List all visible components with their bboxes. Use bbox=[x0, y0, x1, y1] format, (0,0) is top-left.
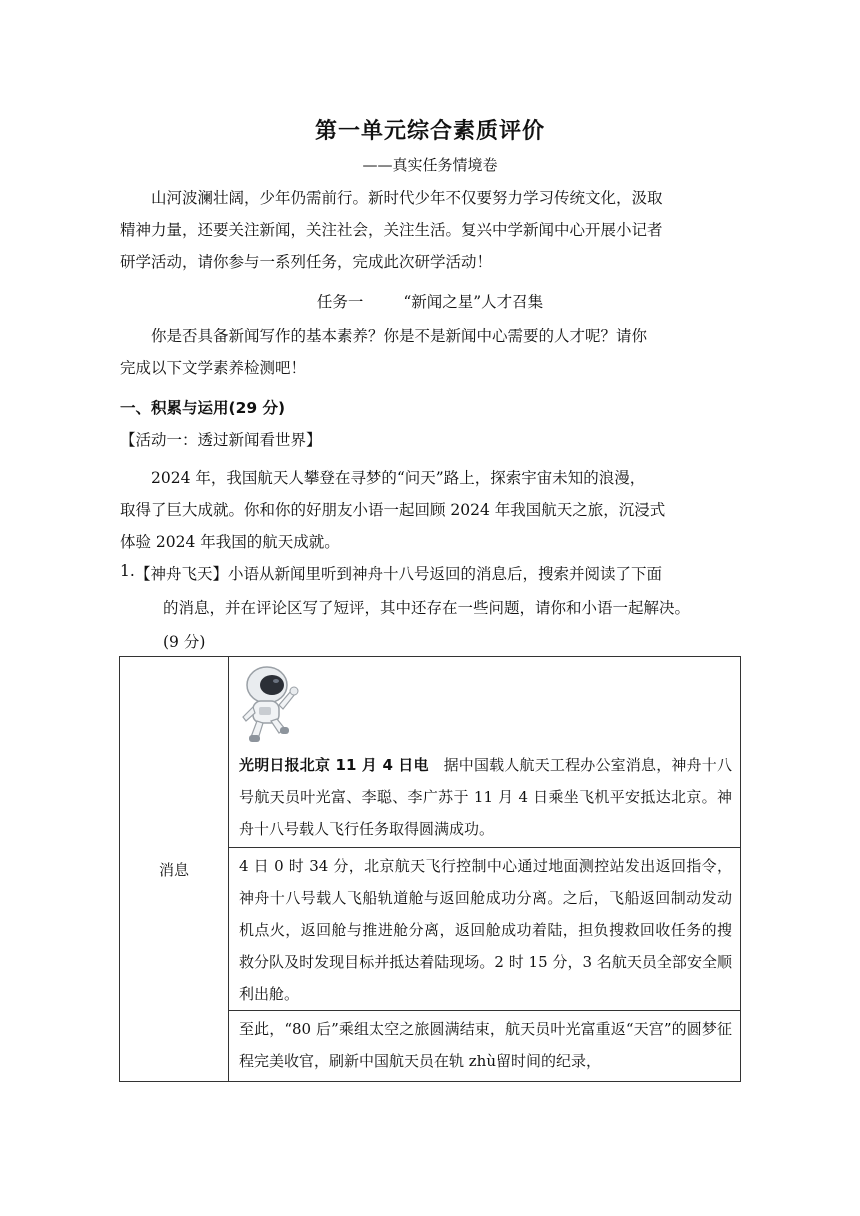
table-label: 消息 bbox=[120, 657, 229, 1082]
news-body-text: 4 日 0 时 34 分，北京航天飞行控制中心通过地面测控站发出返回指令，神舟十八号载人飞船轨道舱与返回舱成功分离。之后，飞船返回制动发动机点火，返回舱与推进舱分离，返回舱成功着陆，担负搜救回收任务的搜救分队及时发现目标并抵达着陆现场。2 时 15 分，3 名航天员全部安全顺利出舱。 bbox=[239, 857, 732, 1003]
news-lead-body: 据中国载人航天工程办公室消息，神舟十八号航天员叶光富、李聪、李广苏于 11 月 4 日乘坐飞机平安抵达北京。神舟十八号载人飞行任务取得圆满成功。 bbox=[239, 756, 732, 838]
task-number: 任务一 bbox=[316, 293, 364, 311]
activity-line-2: 取得了巨大成就。你和你的好朋友小语一起回顾 2024 年我国航天之旅，沉浸式 bbox=[120, 501, 666, 519]
intro-line-2: 精神力量，还要关注新闻，关注社会，关注生活。复兴中学新闻中心开展小记者 bbox=[120, 221, 663, 239]
question-line-2: 的消息，并在评论区写了短评，其中还存在一些问题，请你和小语一起解决。 bbox=[163, 599, 691, 617]
intro-line-1: 山河波澜壮阔，少年仍需前行。新时代少年不仅要努力学习传统文化，汲取 bbox=[151, 189, 663, 207]
activity-heading: 【活动一：透过新闻看世界】 bbox=[120, 431, 322, 449]
astronaut-icon bbox=[233, 661, 305, 747]
task-heading bbox=[0, 290, 860, 312]
task-title: “新闻之星”人才召集 bbox=[403, 293, 544, 311]
news-paragraph-2 bbox=[229, 848, 741, 1011]
news-paragraph-1 bbox=[229, 657, 741, 848]
question-line-1: 【神舟飞天】小语从新闻里听到神舟十八号返回的消息后，搜索并阅读了下面 bbox=[135, 565, 663, 583]
dateline: 光明日报北京 11 月 4 日电 bbox=[239, 756, 429, 774]
task-intro-line-2: 完成以下文学素养检测吧！ bbox=[120, 359, 307, 377]
page-title: 第一单元综合素质评价 bbox=[314, 119, 545, 144]
question-line-3: (9 分) bbox=[163, 633, 206, 651]
news-table bbox=[119, 656, 741, 1082]
task-intro-line-1: 你是否具备新闻写作的基本素养？你是不是新闻中心需要的人才呢？请你 bbox=[151, 327, 648, 345]
section-heading: 一、积累与运用(29 分) bbox=[120, 399, 286, 417]
news-paragraph-3 bbox=[229, 1011, 741, 1082]
news-conclusion-text: 至此，“80 后”乘组太空之旅圆满结束，航天员叶光富重返“天宫”的圆梦征程完美收官，刷新中国航天员在轨 zhù留时间的纪录， bbox=[239, 1020, 732, 1070]
activity-line-3: 体验 2024 年我国的航天成就。 bbox=[120, 533, 340, 551]
activity-line-1: 2024 年，我国航天人攀登在寻梦的“问天”路上，探索宇宙未知的浪漫， bbox=[151, 469, 646, 487]
page-subtitle: ——真实任务情境卷 bbox=[362, 156, 498, 174]
question-number: 1. bbox=[120, 562, 135, 580]
intro-line-3: 研学活动，请你参与一系列任务，完成此次研学活动！ bbox=[120, 253, 493, 271]
